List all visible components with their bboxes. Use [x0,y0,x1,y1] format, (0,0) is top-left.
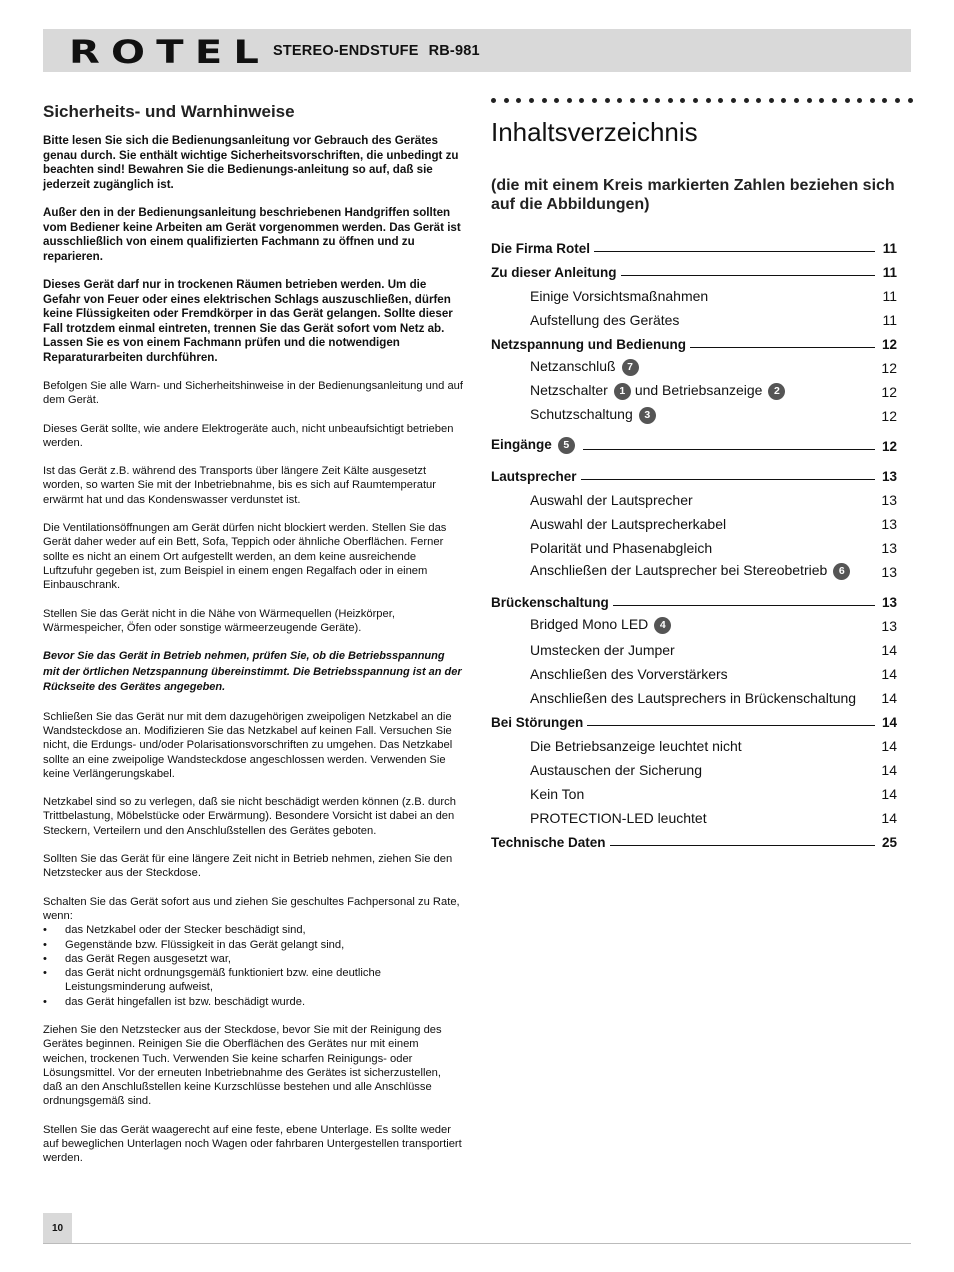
toc-entry-label [491,715,583,730]
list-item: • das Gerät Regen ausgesetzt war, [43,952,463,966]
toc-page-number: 11 [882,312,897,328]
figure-number-badge: 6 [833,563,850,580]
toc-entry[interactable] [491,634,897,658]
figure-number-badge: 4 [654,617,671,634]
toc-label-text: Schutzschaltung [530,406,633,422]
toc-page-number: 11 [882,265,897,280]
list-item: • Gegenstände bzw. Flüssigkeit in das Gerät gelangt sind, [43,938,463,952]
leader-line [621,275,875,276]
toc-page-number: 12 [881,337,897,352]
dot [895,98,900,103]
toc-entry[interactable] [491,376,897,400]
toc-page-number: 14 [881,738,897,754]
safety-para: Stellen Sie das Gerät nicht in die Nähe von Wärmequellen (Heizkörper, Wärmespeicher, Öfen oder sonstige wärmeerzeugende Geräte). [43,607,395,634]
toc-page-number: 12 [881,360,897,376]
toc-label-text: Eingänge [491,437,552,452]
toc-page-number: 14 [881,690,897,706]
leader-line [610,845,875,846]
toc-label-text: Zu dieser Anleitung [491,265,617,280]
list-item: • das Gerät nicht ordnungsgemäß funktioniert bzw. eine deutliche Leistungsminderung aufweist, [43,966,463,995]
toc-label-text: PROTECTION-LED leuchtet [530,810,707,826]
toc-label-text: Brückenschaltung [491,595,609,610]
figure-number-badge: 5 [558,437,575,454]
dot [605,98,610,103]
toc-label-text: Einige Vorsichtsmaßnahmen [530,288,709,304]
toc-entry[interactable] [491,484,897,508]
safety-bold-para: Außer den in der Bedienungsanleitung beschriebenen Handgriffen sollten vom Bediener keine Arbeiten am Gerät vorgenommen werden. Das Gerät ist ausschließlich von einem qualifizierten Fachmann zu öffnen und zu reparieren. [43,206,461,263]
toc-label-text: Austauschen der Sicherung [530,762,702,778]
toc-label-text: und Betriebsanzeige [634,382,763,398]
toc-entry[interactable] [491,682,897,706]
toc-entry-label [530,312,679,328]
toc-label-text: Bei Störungen [491,715,584,730]
toc-label-text: Die Betriebsanzeige leuchtet nicht [530,738,742,754]
bullet-list [43,923,463,1009]
dot [870,98,875,103]
toc-page-number: 13 [881,540,897,556]
toc-page-number: 14 [881,642,897,658]
toc-entry[interactable] [491,706,897,730]
toc-entry[interactable] [491,232,897,256]
toc-entry[interactable] [491,352,897,376]
dot [693,98,698,103]
safety-bold-para: Dieses Gerät darf nur in trockenen Räumen betrieben werden. Um die Gefahr von Feuer oder eines elektrischen Schlags auszuschließen, dürfen keine Flüssigkeiten oder Fremdkörper in das Gerät gelangen. Sollte dieser Fall trotzdem einmal eintreten, trennen Sie das Gerät sofort vom Netz ab. Lassen Sie es von einem Fachmann prüfen und die notwendigen Reparaturarbeiten durchführen. [43,278,453,364]
dot [718,98,723,103]
dot [504,98,509,103]
leader-line [587,725,875,726]
toc-label-text: Anschließen des Lautsprechers in Brückenschaltung [530,690,857,706]
dot [680,98,685,103]
toc-page-number: 14 [881,715,897,730]
toc-entry-label [530,786,584,802]
safety-bold-para: Bitte lesen Sie sich die Bedienungsanleitung vor Gebrauch des Gerätes genau durch. Sie enthält wichtige Sicherheitsvorschriften, die unbedingt zu beachten sind! Bewahren Sie die Bedienungs-anleitung so auf, daß sie jederzeit zugänglich ist. [43,134,459,191]
toc-entry-label [530,492,693,508]
page-number: 10 [43,1213,72,1244]
leader-line [613,605,875,606]
toc-entry-label [530,406,660,424]
figure-number-badge: 3 [639,407,656,424]
dot [567,98,572,103]
dot [908,98,913,103]
safety-para: Dieses Gerät sollte, wie andere Elektrogeräte auch, nicht unbeaufsichtigt betrieben werden. [43,422,454,449]
toc-entry-label [530,810,707,826]
dot [819,98,824,103]
safety-para: Netzkabel sind so zu verlegen, daß sie nicht beschädigt werden können (z.B. durch Trittbelastung, Möbelstücke oder Erwärmung). Besondere Vorsicht ist dabei an den Steckern, Verteilern und den Anschlußstellen des Gerätes geboten. [43,796,456,837]
toc-entry[interactable] [491,754,897,778]
toc-label-text: Kein Ton [530,786,585,802]
toc-label-text: Auswahl der Lautsprecherkabel [530,516,727,532]
dot [832,98,837,103]
header-bar [43,29,911,72]
dot [643,98,648,103]
toc-page-number: 13 [881,595,897,610]
toc-entry[interactable] [491,532,897,556]
toc-entry[interactable] [491,730,897,754]
toc-entry-label [491,595,609,610]
dot [794,98,799,103]
toc-label-text: Aufstellung des Gerätes [530,312,680,328]
dot [668,98,673,103]
toc-label-text: Polarität und Phasenabgleich [530,540,713,556]
brand-logo: ROTEL [69,33,271,71]
dot [554,98,559,103]
dot [845,98,850,103]
toc-entry-label [491,241,590,256]
toc-title: Inhaltsverzeichnis [491,117,698,147]
leader-line [594,251,875,252]
toc-label-text: Anschließen der Lautsprecher bei Stereobetrieb [530,562,828,578]
toc-entry-label [491,437,579,454]
dot [529,98,534,103]
toc-page-number: 13 [881,492,897,508]
toc-entry-label [530,616,675,634]
figure-number-badge: 7 [622,359,639,376]
dot [807,98,812,103]
toc-label-text: Bridged Mono LED [530,616,649,632]
toc-entry-label [530,562,854,580]
toc-entry[interactable] [491,658,897,682]
leader-line [690,347,875,348]
safety-para: Ist das Gerät z.B. während des Transports über längere Zeit Kälte ausgesetzt worden, so warten Sie mit der Inbetriebnahme, bis es sich auf Raumtemperatur erwärmt hat und das Kondenswasser verdunstet ist. [43,465,436,506]
toc-label-text: Umstecken der Jumper [530,642,675,658]
toc-entry-label [491,469,577,484]
toc-page-number: 11 [882,288,897,304]
dot [655,98,660,103]
product-name: STEREO-ENDSTUFE [273,43,419,59]
toc-entry[interactable] [491,586,897,610]
dot [731,98,736,103]
toc-label-text: Anschließen des Vorverstärkers [530,666,728,682]
toc-entry[interactable] [491,430,897,454]
toc-entry[interactable] [491,328,897,352]
safety-para: Befolgen Sie alle Warn- und Sicherheitshinweise in der Bedienungsanleitung und auf dem Gerät. [43,380,464,407]
dot [617,98,622,103]
toc-entry-label [530,690,856,706]
toc-entry[interactable] [491,508,897,532]
toc-entry-label [530,358,643,376]
dot [706,98,711,103]
dot [769,98,774,103]
toc-page-number: 14 [881,762,897,778]
figure-number-badge: 2 [768,383,785,400]
toc-entry[interactable] [491,460,897,484]
safety-para: Sollten Sie das Gerät für eine längere Zeit nicht in Betrieb nehmen, ziehen Sie den Netzstecker aus der Steckdose. [43,853,453,880]
leader-line [583,449,875,450]
toc-label-text: Die Firma Rotel [491,241,591,256]
dot [756,98,761,103]
toc-page-number: 12 [881,439,897,454]
toc-label-text: Technische Daten [491,835,606,850]
toc-page-number: 13 [881,516,897,532]
toc-label-text: Netzspannung und Bedienung [491,337,686,352]
dot [630,98,635,103]
toc-entry-label [530,540,712,556]
list-intro: Schalten Sie das Gerät sofort aus und ziehen Sie geschultes Fachpersonal zu Rate, wenn: [43,895,460,922]
toc-entry[interactable] [491,400,897,424]
toc-entry[interactable] [491,280,897,304]
toc-entry-label [491,835,606,850]
toc-entry[interactable] [491,826,897,850]
safety-section [43,102,463,1180]
dot [781,98,786,103]
toc-entry-label [530,382,789,400]
safety-para: Schließen Sie das Gerät nur mit dem dazugehörigen zweipoligen Netzkabel an die Wandsteckdose an. Modifizieren Sie das Netzkabel auf keinen Fall. Versuchen Sie nicht, die Erdungs- und/oder Polarisationsvorschriften zu umgehen. Das Netzkabel sollte an eine zweipolige Wandsteckdose angeschlossen werden. Verwenden Sie keine Verlängerungskabel. [43,710,453,780]
safety-heading: Sicherheits- und Warnhinweise [43,102,295,121]
toc-entry[interactable] [491,778,897,802]
list-item: • das Netzkabel oder der Stecker beschädigt sind, [43,923,463,937]
toc-entry-label [530,516,726,532]
toc-page-number: 14 [881,810,897,826]
toc-page-number: 14 [881,666,897,682]
safety-para: Stellen Sie das Gerät waagerecht auf eine feste, ebene Unterlage. Es sollte weder auf beweglichen Unterlagen noch Wagen oder fahrbaren Untergestellen transportiert werden. [43,1123,462,1165]
dot [579,98,584,103]
toc-section [491,98,897,850]
toc-entry-label [530,762,702,778]
leader-line [581,479,875,480]
toc-entry-label [530,642,675,658]
safety-para: Ziehen Sie den Netzstecker aus der Steckdose, bevor Sie mit der Reinigung des Gerätes beginnen. Reinigen Sie die Oberflächen des Gerätes nur mit einem weichen, trockenen Tuch. Verwenden Sie keine scharfen Reinigungs- oder Lösungsmittel. Vor der erneuten Inbetriebnahme des Gerätes ist sicherzustellen, daß an den Anschlußstellen keine Kurzschlüsse bestehen und alle Anschlüsse ordnungsgemäß sind. [43,1024,442,1108]
toc-entry-label [530,666,728,682]
toc-entry-label [491,337,686,352]
toc-page-number: 13 [881,469,897,484]
toc-list [491,232,897,850]
service-conditions [43,895,463,1009]
product-title [273,43,490,59]
toc-label-text: Lautsprecher [491,469,577,484]
toc-label-text: Netzschalter [530,382,608,398]
toc-entry[interactable] [491,304,897,328]
dot [857,98,862,103]
toc-label-text: Auswahl der Lautsprecher [530,492,693,508]
toc-entry[interactable] [491,556,897,580]
toc-page-number: 13 [881,618,897,634]
list-item: • das Gerät hingefallen ist bzw. beschädigt wurde. [43,995,463,1009]
toc-entry-label [491,265,617,280]
toc-label-text: Netzanschluß [530,358,616,374]
toc-page-number: 12 [881,408,897,424]
toc-page-number: 12 [881,384,897,400]
toc-page-number: 13 [881,564,897,580]
model-number: RB-981 [428,43,480,59]
dot [542,98,547,103]
dot [882,98,887,103]
toc-entry[interactable] [491,802,897,826]
toc-entry-label [530,738,742,754]
dotted-rule [491,98,913,103]
toc-page-number: 25 [881,835,897,850]
toc-entry[interactable] [491,610,897,634]
voltage-warning: Bevor Sie das Gerät in Betrieb nehmen, prüfen Sie, ob die Betriebsspannung mit der örtlichen Netzspannung übereinstimmt. Die Betriebsspannung ist an der Rückseite des Gerätes angegeben. [43,650,462,694]
toc-subtitle: (die mit einem Kreis markierten Zahlen beziehen sich auf die Abbildungen) [491,177,895,213]
safety-para: Die Ventilationsöffnungen am Gerät dürfen nicht blockiert werden. Stellen Sie das Gerät daher weder auf ein Bett, Sofa, Teppich oder ähnliche Oberflächen. Ferner sollte es nicht an einem Ort aufgestellt werden, an dem keine ausreichende Luftzufuhr gegeben ist, zum Beispiel in einem engen Regalfach oder in einem Einbauschrank. [43,522,447,592]
toc-page-number: 11 [882,241,897,256]
figure-number-badge: 1 [614,383,631,400]
toc-entry-label [530,288,708,304]
dot [491,98,496,103]
dot [592,98,597,103]
dot [744,98,749,103]
footer-divider [43,1243,911,1244]
dot [516,98,521,103]
toc-entry[interactable] [491,256,897,280]
toc-page-number: 14 [881,786,897,802]
